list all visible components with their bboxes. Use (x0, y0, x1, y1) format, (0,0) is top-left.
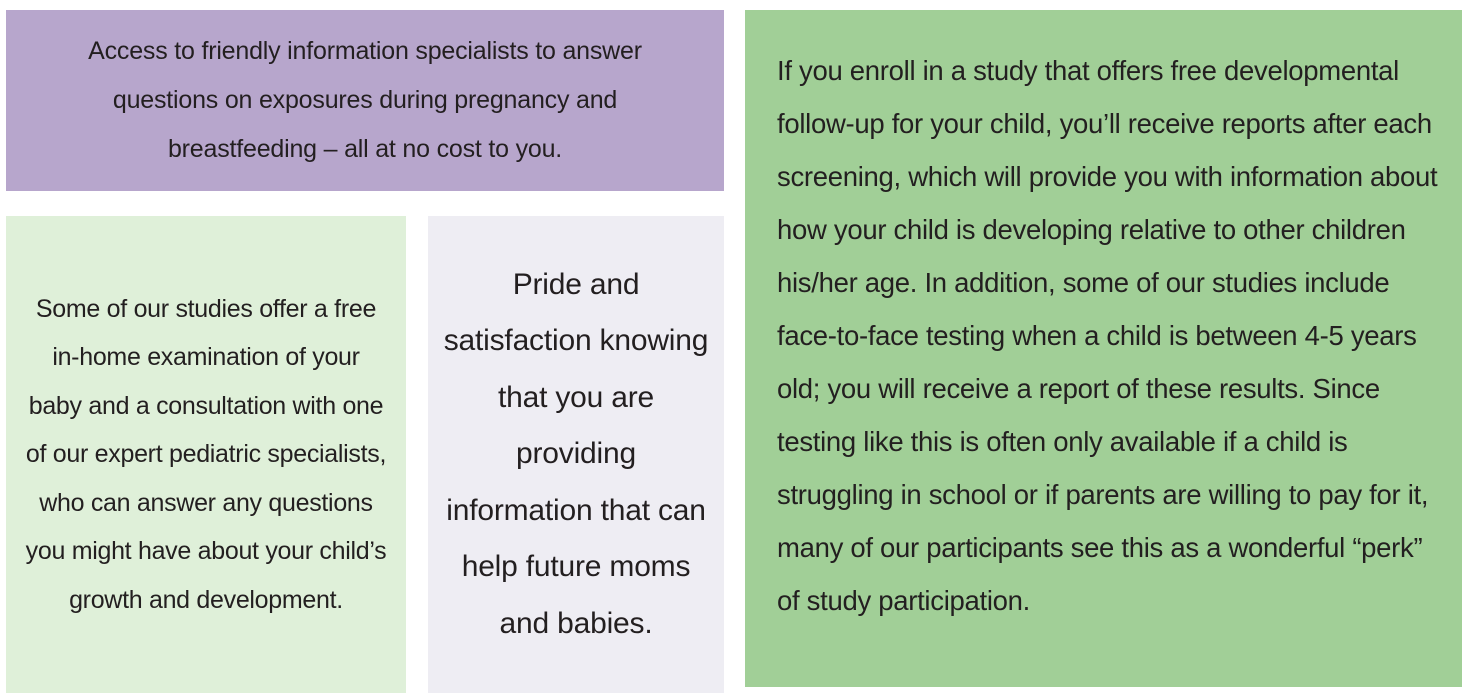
developmental-followup-box (745, 10, 1462, 687)
pride-satisfaction-box (428, 216, 724, 693)
pride-satisfaction-text: Pride and satisfaction knowing that you are providing information that can help future moms and babies. (443, 267, 709, 640)
developmental-followup-text: If you enroll in a study that offers free developmental follow-up for your child, you’ll receive reports after each screening, which will provide you with information about how your child is developing relative to other children his/her age. In addition, some of our studies include face-to-face testing when a child is between 4-5 years old; you will receive a report of these results. Since testing like this is often only available if a child is struggling in school or if parents are willing to pay for it, many of our participants see this as a wonderful “perk” of study participation. (777, 55, 1438, 616)
home-examination-text: Some of our studies offer a free in-home examination of your baby and a consultation with one of our expert pediatric specialists, who can answer any questions you might have about your child’s growth and development. (25, 294, 387, 614)
home-examination-box (6, 216, 406, 693)
info-specialists-box (6, 10, 724, 191)
info-specialists-text: Access to friendly information specialists to answer questions on exposures during pregnancy and breastfeeding – all at no cost to you. (88, 37, 642, 163)
